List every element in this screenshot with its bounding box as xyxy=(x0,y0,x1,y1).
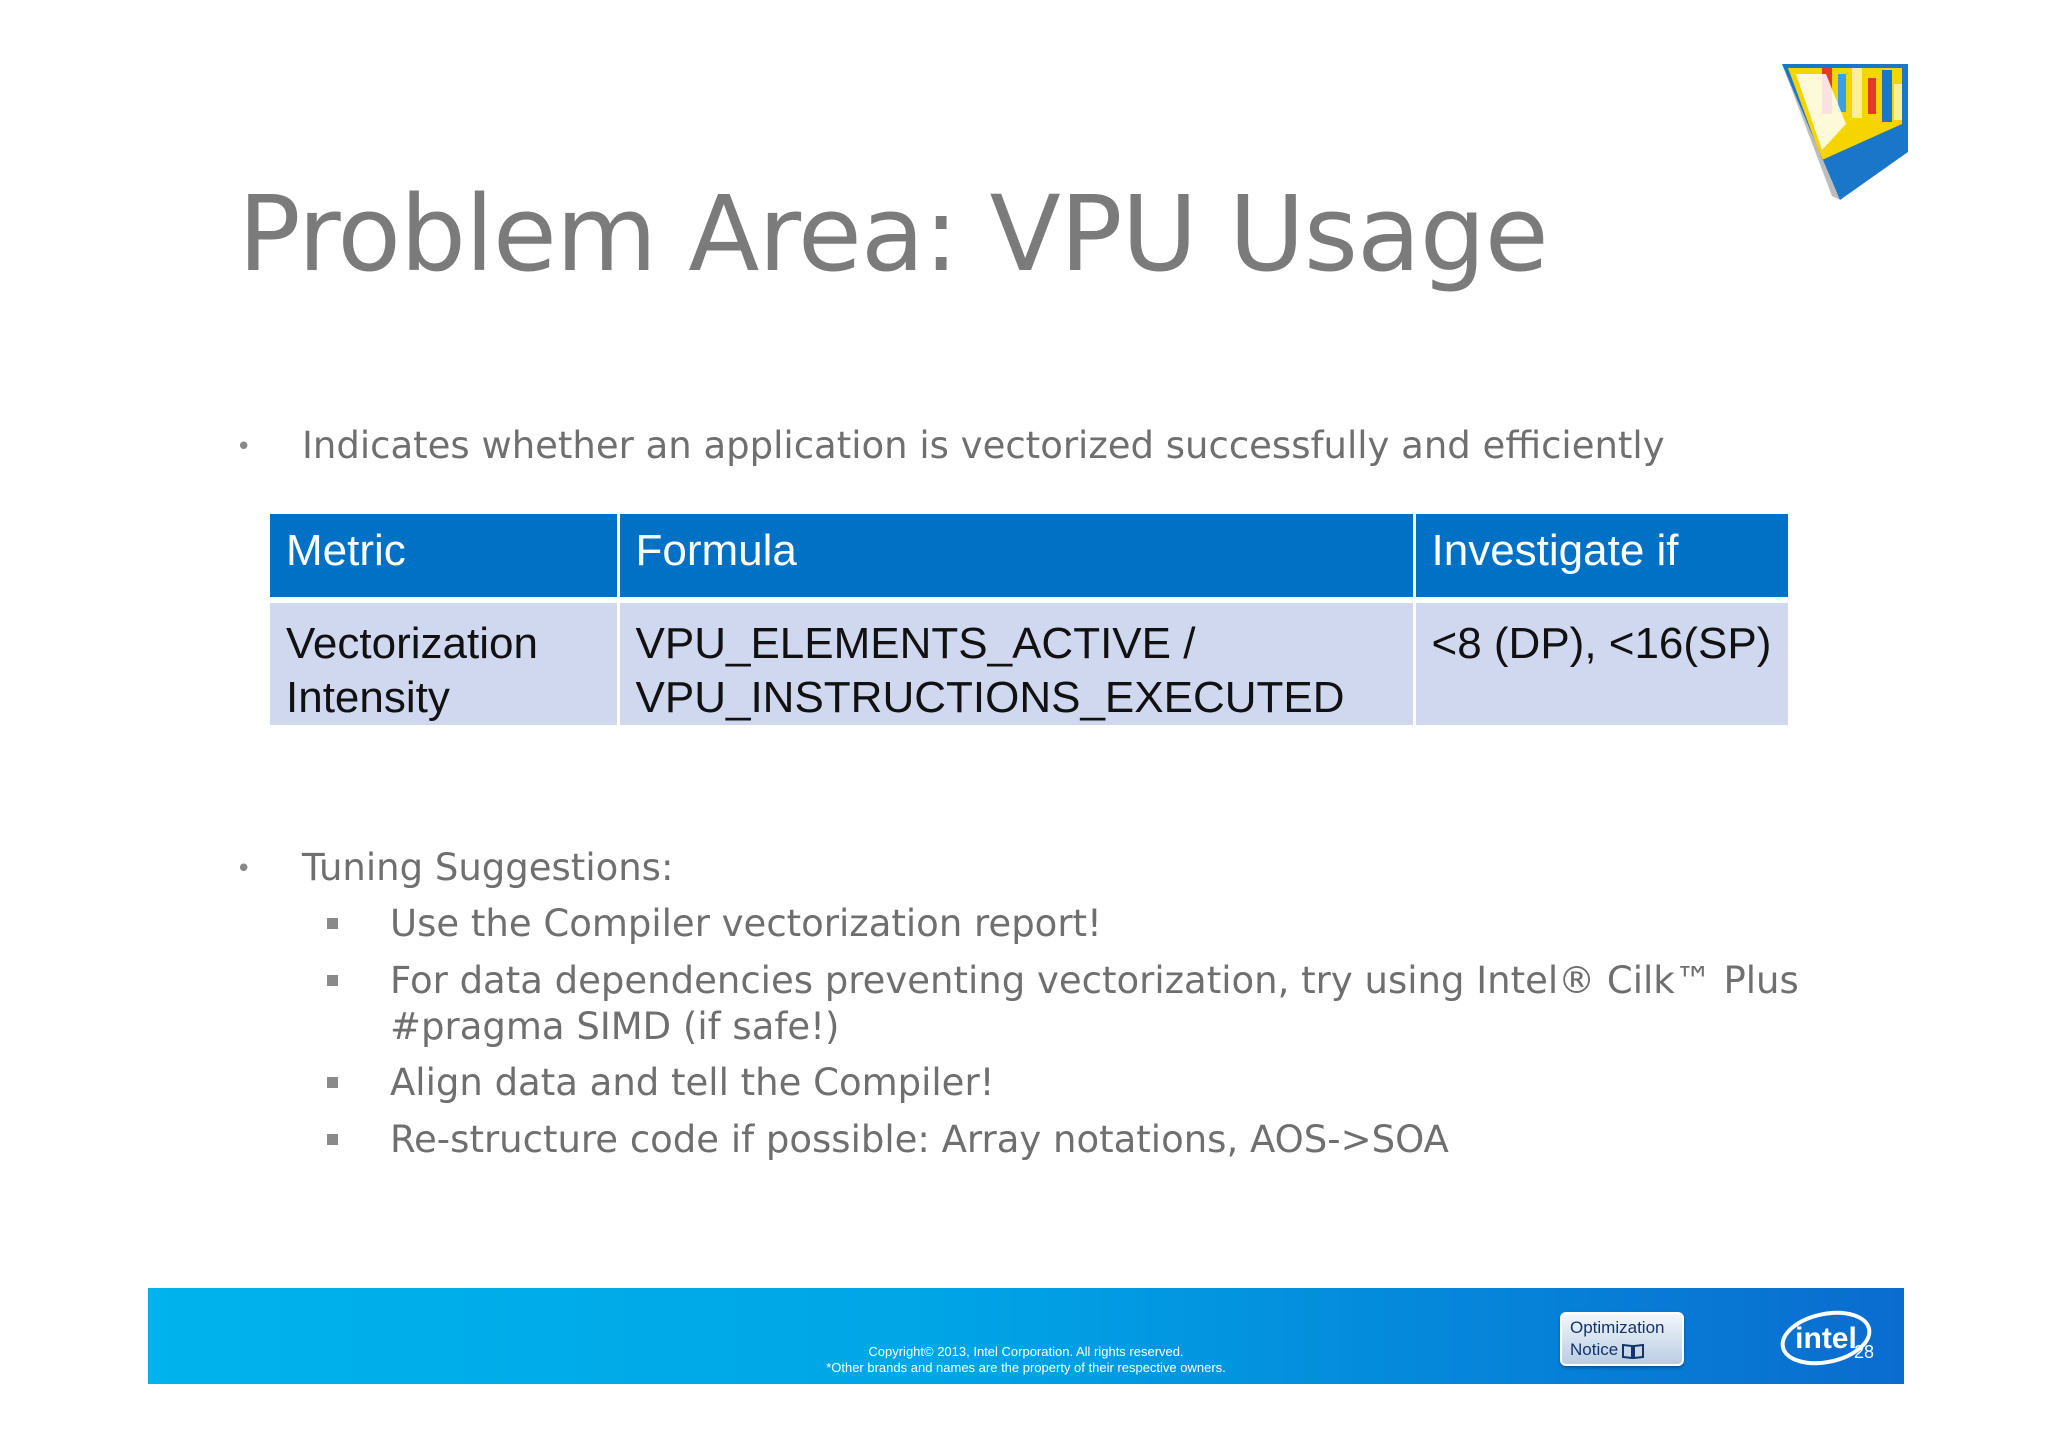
bullet-dot: • xyxy=(236,432,252,462)
intel-logo-text: intel xyxy=(1795,1322,1857,1355)
formula-line1: VPU_ELEMENTS_ACTIVE / xyxy=(635,619,1196,668)
copyright-text: Copyright© 2013, Intel Corporation. All rights reserved. xyxy=(868,1344,1184,1359)
footer-bar xyxy=(148,1288,1904,1384)
list-item: Re-structure code if possible: Array notations, AOS->SOA xyxy=(390,1118,1449,1161)
list-item-continuation: #pragma SIMD (if safe!) xyxy=(390,1005,840,1048)
optimization-label: Optimization xyxy=(1570,1318,1665,1337)
cell-formula xyxy=(618,600,1414,725)
book-icon xyxy=(1622,1343,1644,1359)
corner-logo-graphic xyxy=(1782,64,1908,200)
header-metric: Metric xyxy=(270,514,618,600)
list-item: Use the Compiler vectorization report! xyxy=(390,902,1102,945)
bullet-text-tuning: Tuning Suggestions: xyxy=(302,846,674,889)
bullet-dot: • xyxy=(236,854,252,884)
metric-table xyxy=(270,514,1788,725)
square-bullet-icon xyxy=(327,1077,338,1088)
square-bullet-icon xyxy=(327,1134,338,1145)
list-item: For data dependencies preventing vectorization, try using Intel® Cilk™ Plus xyxy=(390,959,1799,1002)
cell-metric xyxy=(270,600,618,725)
square-bullet-icon xyxy=(327,918,338,929)
bullet-text-intro: Indicates whether an application is vectorized successfully and efficiently xyxy=(302,424,1665,467)
metric-line1: Vectorization xyxy=(286,619,538,668)
header-investigate: Investigate if xyxy=(1414,514,1788,600)
table-header-row xyxy=(270,514,1788,600)
header-formula: Formula xyxy=(618,514,1414,600)
notice-label: Notice xyxy=(1570,1340,1619,1359)
list-item: Align data and tell the Compiler! xyxy=(390,1061,995,1104)
page-title: Problem Area: VPU Usage xyxy=(238,173,1548,295)
page-number: 28 xyxy=(1854,1342,1875,1362)
square-bullet-icon xyxy=(327,975,338,986)
optimization-notice-button[interactable] xyxy=(1560,1312,1684,1366)
brands-text: *Other brands and names are the property of their respective owners. xyxy=(826,1360,1226,1375)
table-row xyxy=(270,600,1788,725)
formula-line2: VPU_INSTRUCTIONS_EXECUTED xyxy=(635,673,1345,722)
metric-line2: Intensity xyxy=(286,673,450,722)
cell-investigate: <8 (DP), <16(SP) xyxy=(1414,600,1788,725)
